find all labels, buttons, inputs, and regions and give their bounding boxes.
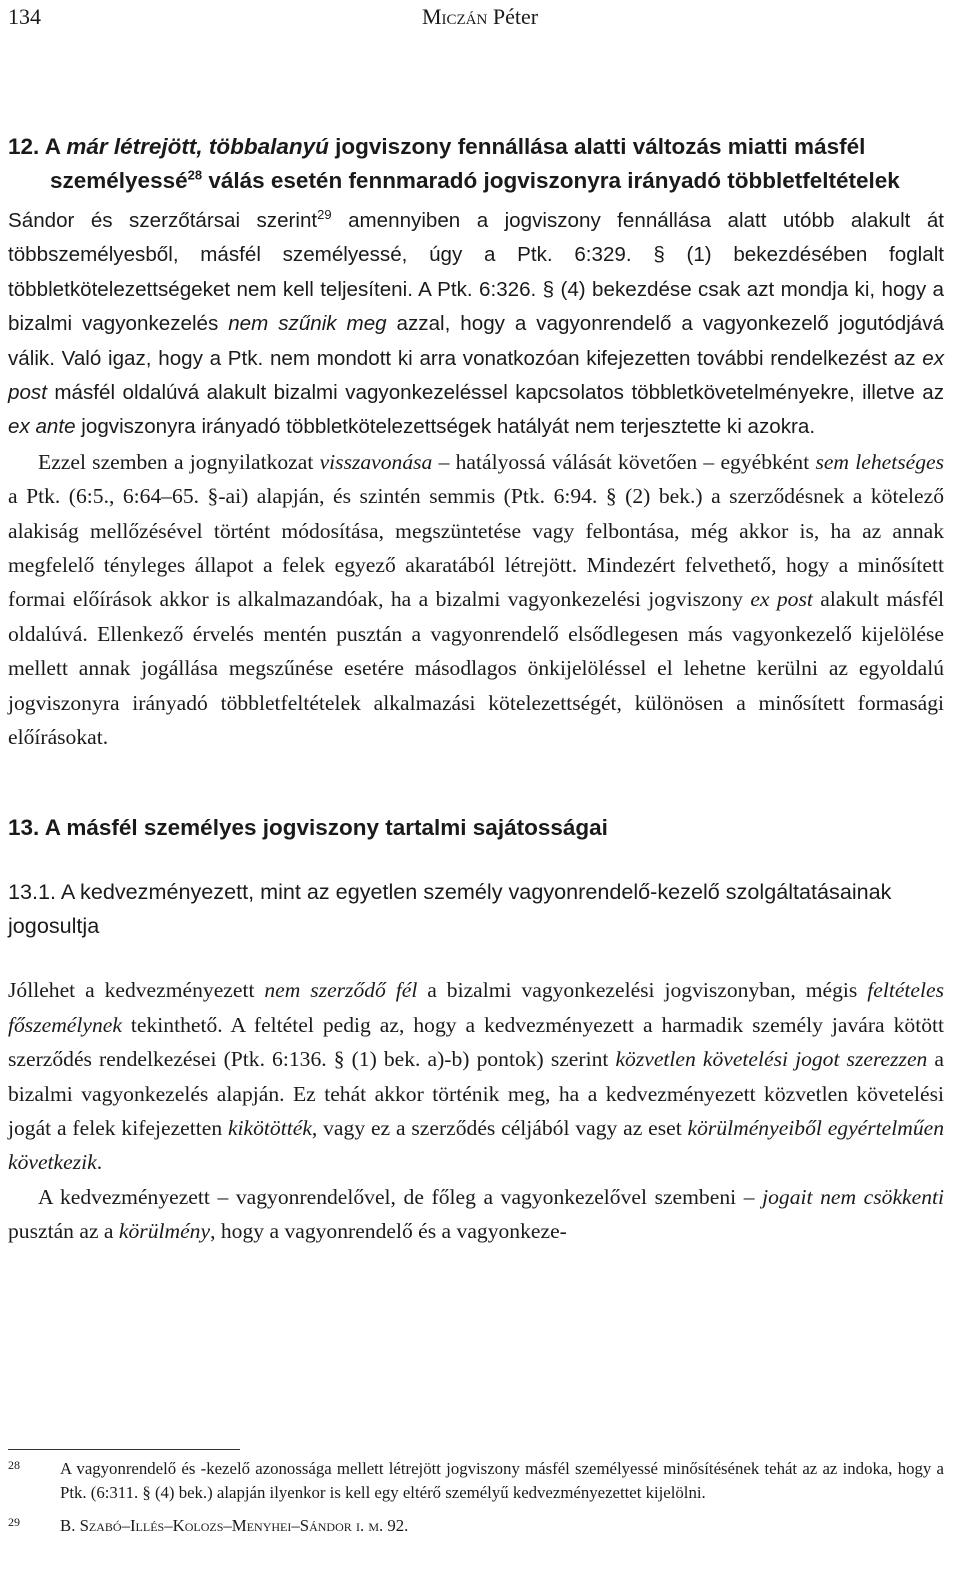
emphasis-text: jogait nem csökkenti bbox=[762, 1184, 945, 1209]
emphasis-text: ex ante bbox=[8, 415, 76, 439]
heading-text: A bbox=[44, 134, 67, 159]
body-text: . bbox=[96, 1150, 103, 1175]
body-text: a bizalmi vagyonkezelési jogviszonyban, mégis bbox=[417, 978, 868, 1003]
footnote-29 bbox=[8, 1514, 944, 1538]
running-header bbox=[8, 4, 952, 34]
footnote-text: A vagyonrendelő és -kezelő azonossága mellett létrejött jogviszony másfél személyessé minősítésének tehát az az indoka, hogy a Ptk. (6:311. § (4) bek.) alapján ilyenkor is kell egy eltérő személyű kedvezményezettet kijelölni. bbox=[60, 1459, 944, 1503]
body-text: a bizalmi vagyonkezelés alapján. Ez tehát akkor történik meg, ha a kedvezményezett közvetlen követelési jogát a felek kifejezetten bbox=[8, 1047, 944, 1140]
emphasis-text: nem szerződő fél bbox=[264, 978, 418, 1003]
footnote-mark: 29 bbox=[8, 1514, 20, 1529]
body-text: a Ptk. (6:5., 6:64–65. §-ai) alapján, és szintén semmis (Ptk. 6:94. § (2) bek.) a szerződésnek a kötelező alakiság mellőzésével történt módosítása, megszüntetése vagy felbontása, még akkor is, ha az annak megfelelő tényleges állapot a felek egyező akaratából létrejött. Mindezért felvethető, hogy a minősített formai előírások akkor is alkalmazandóak, ha a bizalmi vagyonkezelési jogviszony bbox=[8, 484, 944, 612]
emphasis-text: ex post bbox=[750, 587, 813, 612]
footnote-mark: 28 bbox=[8, 1458, 20, 1472]
body-text: Jóllehet a kedvezményezett bbox=[8, 978, 265, 1003]
section-12-paragraph-1 bbox=[8, 204, 944, 445]
footnote-divider bbox=[8, 1449, 240, 1450]
footnotes bbox=[8, 1457, 944, 1538]
section-13-paragraph-1 bbox=[8, 973, 944, 1179]
section-spacer bbox=[8, 755, 944, 811]
section-number: 12. bbox=[8, 134, 40, 159]
running-head-author bbox=[8, 4, 952, 30]
footnote-text: B. Szabó–Illés–Kolozs–Menyhei–Sándor i. m. 92. bbox=[60, 1515, 409, 1535]
body-text: másfél oldalúvá alakult bizalmi vagyonkezeléssel kapcsolatos többletkövetelményekre, illetve az bbox=[46, 381, 944, 405]
body-text: jogviszonyra irányadó többletkötelezettségek hatályát nem terjesztette ki azokra. bbox=[75, 415, 816, 439]
emphasis-text: körülmény bbox=[118, 1219, 211, 1244]
heading-text: jogviszony fennállása alatti változás miatti másfél személyessé bbox=[50, 134, 866, 193]
section-13-heading: 13. A másfél személyes jogviszony tartalmi sajátosságai bbox=[8, 814, 608, 840]
body-text: A kedvezményezett – vagyonrendelővel, de főleg a vagyonkezelővel szembeni – bbox=[38, 1184, 763, 1209]
emphasis-text: visszavonása bbox=[319, 449, 433, 474]
body-text: Sándor és szerzőtársai szerint bbox=[8, 209, 318, 232]
subsection-13-1-heading: 13.1. A kedvezményezett, mint az egyetlen személy vagyonrendelő-kezelő szolgáltatásainak jogosultja bbox=[8, 878, 892, 938]
body-text: – hatályossá válását követően – egyébként bbox=[432, 449, 816, 474]
body-text: , hogy a vagyonrendelő és a vagyonkeze- bbox=[210, 1219, 567, 1244]
footnote-ref-28[interactable]: 28 bbox=[187, 167, 203, 183]
emphasis-text: feltételes főszemélynek bbox=[8, 978, 944, 1037]
author-surname: Miczán bbox=[421, 4, 488, 29]
section-12-heading bbox=[8, 130, 944, 198]
body-text: alakult másfél oldalúvá. Ellenkező érvelés mentén pusztán a vagyonrendelő elsődlegesen más vagyonkezelő kijelölése mellett annak jogállása megszűnése esetére másodlagos önkijelöléssel el lehetne kerülni az egyoldalú jogviszonyra irányadó többletfeltételek alkalmazási kötelezettségét, különösen a minősített formasági előírásokat. bbox=[8, 587, 944, 750]
heading-emphasis: már létrejött, többalanyú bbox=[66, 134, 329, 159]
emphasis-text: körülményeiből egyértelműen következik bbox=[8, 1115, 945, 1175]
page-number: 134 bbox=[8, 4, 41, 29]
body-text: tekinthető. A feltétel pedig az, hogy a kedvezményezett a harmadik személy javára kötött szerződés rendelkezései (Ptk. 6:136. § (1) bek. a)-b) pontok) szerint bbox=[8, 1012, 944, 1072]
body-text: , vagy ez a szerződés céljából vagy az eset bbox=[311, 1115, 688, 1140]
main-content bbox=[8, 130, 944, 1249]
author-given-name: Péter bbox=[492, 4, 539, 29]
footnote-ref-29[interactable]: 29 bbox=[317, 207, 332, 223]
section-12-paragraph-2 bbox=[8, 445, 944, 755]
body-text: amennyiben a jogviszony fennállása alatt utóbb alakult át többszemélyesből, másfél személyessé, úgy a Ptk. 6:329. § (1) bekezdésében foglalt többletkötelezettségeket nem kell teljesíteni. A Ptk. 6:326. § (4) bekezdése csak azt mondja ki, hogy a bizalmi vagyonkezelés bbox=[8, 209, 944, 336]
emphasis-text: kikötötték bbox=[227, 1115, 312, 1140]
emphasis-text: ex post bbox=[8, 346, 944, 405]
heading-text: válás esetén fennmaradó jogviszonyra irányadó többletfeltételek bbox=[202, 168, 900, 193]
body-text: azzal, hogy a vagyonrendelő a vagyonkezelő jogutódjává válik. Való igaz, hogy a Ptk. nem mondott ki arra vonatkozóan kifejezetten további rendelkezést az bbox=[8, 312, 944, 370]
emphasis-text: nem szűnik meg bbox=[228, 312, 387, 336]
body-text: pusztán az a bbox=[8, 1219, 119, 1244]
emphasis-text: sem lehetséges bbox=[815, 449, 944, 474]
footnote-28 bbox=[8, 1457, 944, 1506]
body-text: Ezzel szemben a jognyilatkozat bbox=[38, 449, 320, 474]
emphasis-text: közvetlen követelési jogot szerezzen bbox=[615, 1047, 928, 1072]
section-13-paragraph-2 bbox=[8, 1180, 944, 1249]
